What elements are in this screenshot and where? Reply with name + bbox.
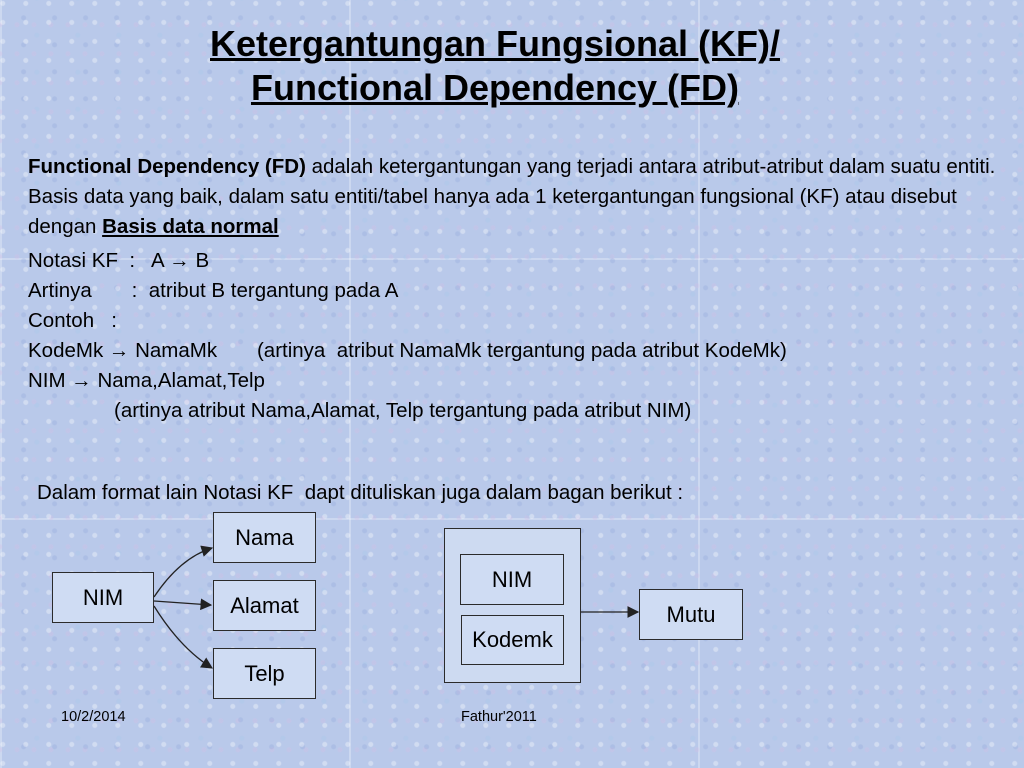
- title-line-1: Ketergantungan Fungsional (KF)/: [210, 23, 780, 64]
- diagram1-target-box: [213, 512, 316, 563]
- arrow-nim-to-nama: [154, 548, 212, 597]
- diagram1-target-box: [213, 580, 316, 631]
- diagram1-target-label: Alamat: [230, 592, 299, 618]
- definition-term: Functional Dependency (FD): [28, 155, 306, 178]
- diagram2-source-label: NIM: [491, 566, 533, 592]
- footer-date: 10/2/2014: [61, 709, 126, 725]
- diagram2-target-label: Mutu: [666, 601, 716, 627]
- arrow-icon: →: [169, 249, 190, 272]
- diagram2-source-box: [461, 615, 564, 665]
- arrow-nim-to-alamat: [154, 601, 211, 605]
- notation-suffix: B: [189, 249, 210, 272]
- footer-author: Fathur'2011: [461, 709, 537, 725]
- diagram-intro: Dalam format lain Notasi KF dapt dituliskan juga dalam bagan berikut :: [37, 481, 684, 504]
- diagram1-target-label: Nama: [235, 524, 294, 550]
- diagram2-source-label: Kodemk: [472, 627, 553, 652]
- diagram2-source-box: [460, 554, 564, 605]
- example-1-right: NamaMk (artinya atribut NamaMk tergantung pada atribut KodeMk): [129, 339, 787, 362]
- diagram1-source-label: NIM: [82, 584, 124, 610]
- definition-text: adalah ketergantungan yang terjadi antara atribut-atribut dalam suatu entiti.: [305, 155, 996, 178]
- example-1-left: KodeMk: [28, 339, 109, 362]
- normal-database-text: Basis data yang baik, dalam satu entiti/tabel hanya ada 1 ketergantungan fungsional (KF) atau disebut dengan: [28, 185, 957, 238]
- diagram2-target-box: [639, 589, 743, 640]
- arrow-icon: →: [108, 339, 130, 362]
- diagram1-source-box: [52, 572, 154, 623]
- meaning-line: Artinya : atribut B tergantung pada A: [28, 279, 399, 302]
- diagram1-target-label: Telp: [244, 660, 285, 686]
- example-label: Contoh :: [28, 309, 117, 332]
- diagram1-target-box: [213, 648, 316, 699]
- notation-prefix: Notasi KF : A: [28, 249, 170, 272]
- example-2-left: NIM: [28, 369, 72, 392]
- title-line-2: Functional Dependency (FD): [250, 67, 740, 108]
- arrow-nim-to-telp: [154, 606, 212, 668]
- example-2-right: Nama,Alamat,Telp: [91, 369, 265, 392]
- normal-database-term: Basis data normal: [102, 215, 279, 238]
- example-2-explanation: (artinya atribut Nama,Alamat, Telp tergantung pada atribut NIM): [114, 399, 692, 422]
- arrow-icon: →: [71, 369, 92, 392]
